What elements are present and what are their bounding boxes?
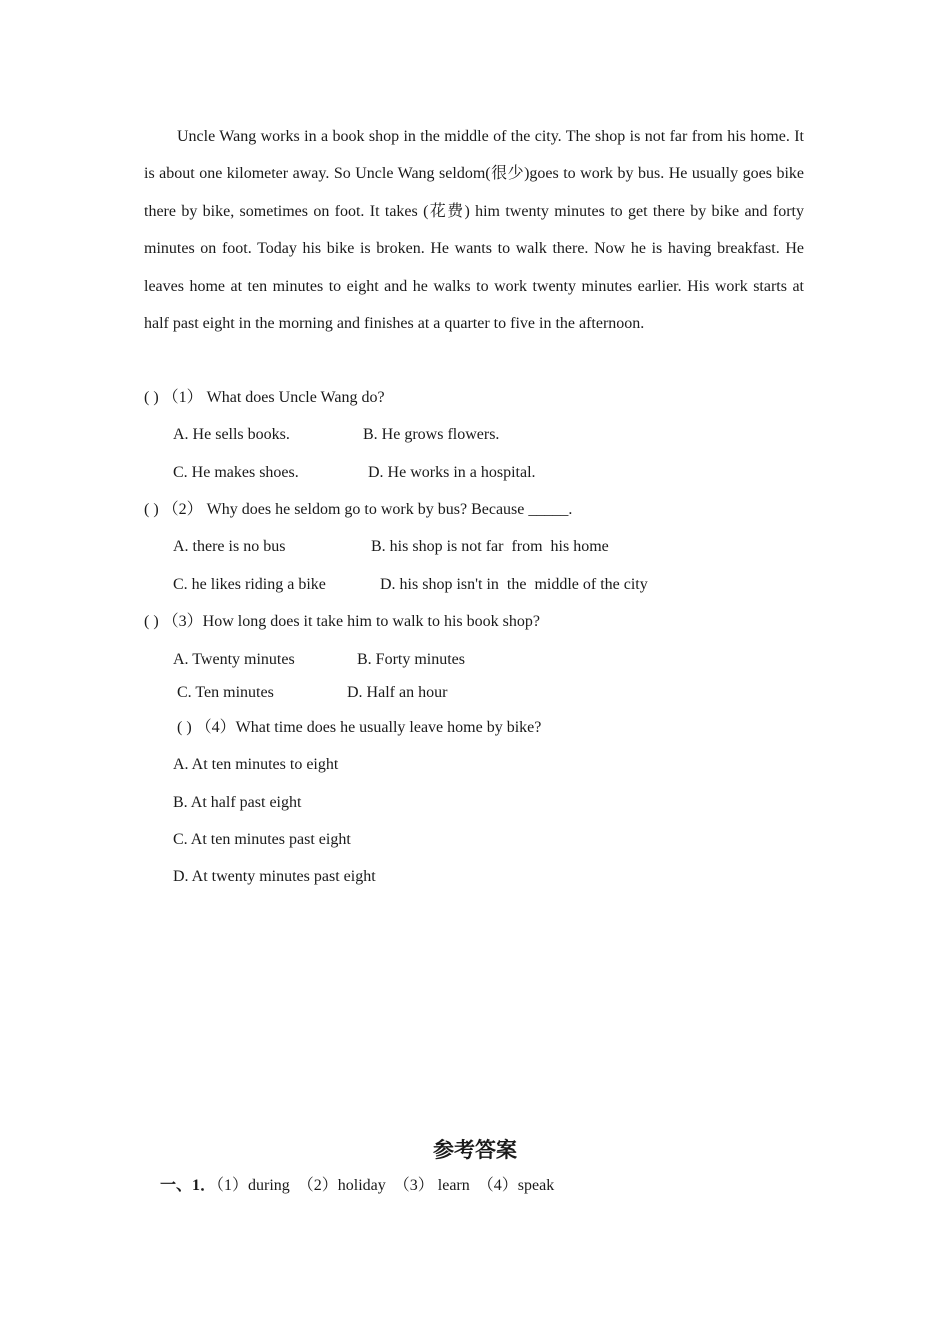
question-2: ( ) （2） Why does he seldom go to work by bus? Because _____. [144,501,573,518]
answer-key-prefix: 一、1． [160,1177,217,1194]
reading-passage: Uncle Wang works in a book shop in the middle of the city. The shop is not far from his home. It is about one kilometer away. So Uncle Wang seldom(很少)goes to work by bus. He usually goes bike there by bike, sometimes on foot. It takes (花费) him twenty minutes to get there by bike and forty minutes on foot. Today his bike is broken. He wants to walk there. Now he is having breakfast. He leaves home at ten minutes to eight and he walks to work twenty minutes earlier. His work starts at half past eight in the morning and finishes at a quarter to five in the afternoon. [144,128,804,333]
question-4-option-b: B. At half past eight [173,794,302,811]
question-3-option-c: C. Ten minutes [177,684,274,701]
question-1-option-a: A. He sells books. [173,426,290,443]
question-1-option-b: B. He grows flowers. [363,426,500,443]
question-2-option-b: B. his shop is not far from his home [371,538,609,555]
answer-key-items: （1）during （2）holiday （3） learn （4）speak [216,1177,555,1194]
question-1: ( ) （1） What does Uncle Wang do? [144,389,385,406]
question-3-option-d: D. Half an hour [347,684,448,701]
question-4-option-d: D. At twenty minutes past eight [173,868,376,885]
question-1-option-c: C. He makes shoes. [173,464,299,481]
question-3: ( ) （3）How long does it take him to walk to his book shop? [144,613,540,630]
question-3-option-b: B. Forty minutes [357,651,466,668]
question-4: ( ) （4）What time does he usually leave home by bike? [177,719,542,736]
answer-key-line [160,1176,554,1196]
question-2-option-d: D. his shop isn't in the middle of the city [380,576,648,593]
question-2-option-c: C. he likes riding a bike [173,576,326,593]
answer-key-title: 参考答案 [433,1138,517,1162]
question-4-option-a: A. At ten minutes to eight [173,756,339,773]
question-4-option-c: C. At ten minutes past eight [173,831,351,848]
question-2-option-a: A. there is no bus [173,538,286,555]
question-1-option-d: D. He works in a hospital. [368,464,536,481]
question-3-option-a: A. Twenty minutes [173,651,295,668]
